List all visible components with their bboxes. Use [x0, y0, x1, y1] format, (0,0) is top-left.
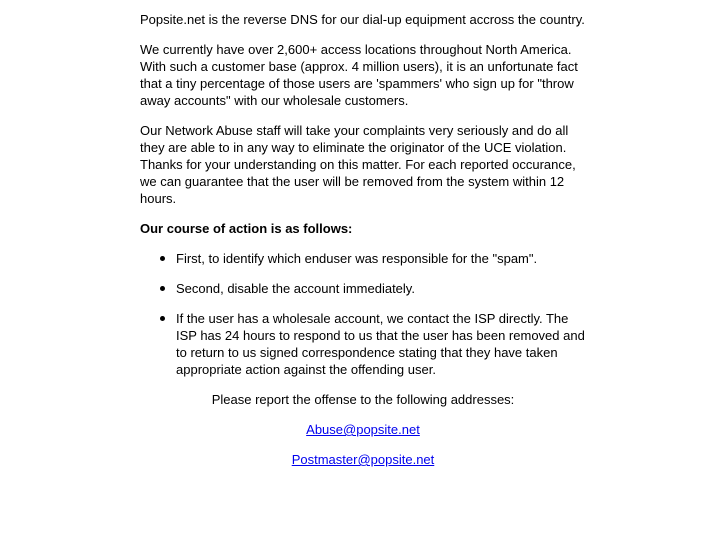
bullet-icon — [160, 286, 165, 291]
staff-paragraph: Our Network Abuse staff will take your complaints very seriously and do all they are able to in any way to eliminate the originator of the UCE violation. Thanks for your understanding on this matter. For each reported occurance, we can guarantee that the user will be removed from the system within 12 hours. — [140, 123, 576, 206]
customers-paragraph: We currently have over 2,600+ access locations throughout North America. With such a customer base (approx. 4 million users), it is an unfortunate fact that a tiny percentage of those users are 'spammers' who sign up for "throw away accounts" with our wholesale customers. — [140, 42, 578, 108]
postmaster-email-row — [140, 451, 586, 468]
list-item — [140, 250, 590, 267]
action-text: If the user has a wholesale account, we contact the ISP directly. The ISP has 24 hours to respond to us that the user has been removed and to return to us signed correspondence stating that they have taken appropriate action against the offending user. — [176, 311, 585, 377]
abuse-email-row — [140, 421, 586, 438]
postmaster-email-link[interactable]: Postmaster@popsite.net — [291, 452, 435, 467]
action-text: First, to identify which enduser was responsible for the "spam". — [176, 251, 538, 266]
report-instructions: Please report the offense to the following addresses: — [211, 392, 515, 407]
intro-paragraph: Popsite.net is the reverse DNS for our dial-up equipment accross the country. — [140, 12, 585, 27]
action-text: Second, disable the account immediately. — [176, 281, 415, 296]
action-list — [140, 250, 590, 378]
bullet-icon — [160, 256, 165, 261]
abuse-email-link[interactable]: Abuse@popsite.net — [306, 422, 420, 437]
list-item — [140, 310, 590, 378]
action-heading: Our course of action is as follows: — [140, 221, 353, 236]
page-content — [140, 11, 590, 481]
list-item — [140, 280, 590, 297]
bullet-icon — [160, 316, 165, 321]
